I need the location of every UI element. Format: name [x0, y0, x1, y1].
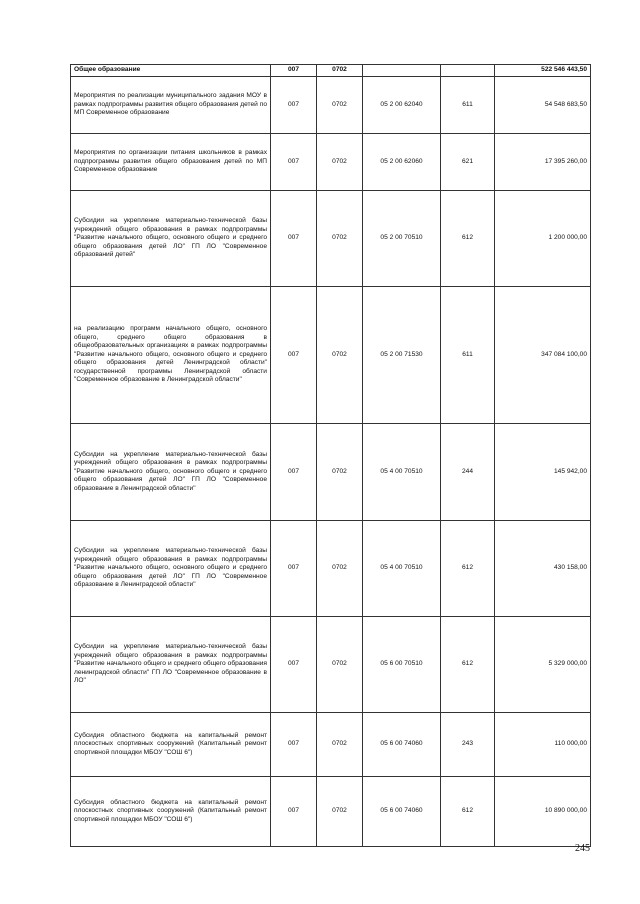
row-sum: 145 942,00 — [495, 424, 591, 521]
row-csr: 05 2 00 62060 — [363, 134, 441, 191]
row-ved: 007 — [271, 617, 317, 713]
row-rz: 0702 — [317, 424, 363, 521]
row-csr: 05 6 00 74060 — [363, 777, 441, 847]
row-ved: 007 — [271, 191, 317, 287]
table-row — [71, 424, 591, 521]
row-sum: 5 329 000,00 — [495, 617, 591, 713]
row-name: Субсидии на укрепление материально-технической базы учреждений общего образования в рамках подпрограммы "Развитие начального общего, основного общего и среднего общего образования детей ЛО" ГП ЛО "Современное образование в Ленинградской области" — [71, 521, 271, 617]
row-vr: 621 — [441, 134, 495, 191]
row-vr: 612 — [441, 777, 495, 847]
table-row — [71, 287, 591, 424]
page-number: 245 — [575, 843, 590, 854]
row-ved: 007 — [271, 424, 317, 521]
row-vr: 244 — [441, 424, 495, 521]
row-rz: 0702 — [317, 191, 363, 287]
table-row — [71, 713, 591, 777]
row-csr: 05 4 00 70510 — [363, 521, 441, 617]
row-vr: 612 — [441, 521, 495, 617]
row-sum: 110 000,00 — [495, 713, 591, 777]
row-name: Субсидия областного бюджета на капитальный ремонт плоскостных спортивных сооружений (Капитальный ремонт спортивной площадки МБОУ "СОШ 6") — [71, 777, 271, 847]
section-csr — [363, 65, 441, 77]
row-rz: 0702 — [317, 287, 363, 424]
table-row — [71, 77, 591, 134]
row-csr: 05 2 00 70510 — [363, 191, 441, 287]
row-sum: 54 548 683,50 — [495, 77, 591, 134]
row-name: Субсидии на укрепление материально-технической базы учреждений общего образования в рамках подпрограммы "Развитие начального общего и среднего общего образования ленинградской области" ГП ЛО "Современное образование в ЛО" — [71, 617, 271, 713]
row-csr: 05 4 00 70510 — [363, 424, 441, 521]
table-row — [71, 777, 591, 847]
budget-table — [70, 64, 591, 847]
row-ved: 007 — [271, 713, 317, 777]
section-ved: 007 — [271, 65, 317, 77]
row-rz: 0702 — [317, 713, 363, 777]
row-vr: 612 — [441, 617, 495, 713]
row-sum: 10 890 000,00 — [495, 777, 591, 847]
row-sum: 347 084 100,00 — [495, 287, 591, 424]
row-vr: 243 — [441, 713, 495, 777]
row-name: Субсидии на укрепление материально-технической базы учреждений общего образования в рамках подпрограммы "Развитие начального общего, основного общего и среднего общего образования детей ЛО" ГП ЛО "Современное образование в Ленинградской области" — [71, 424, 271, 521]
section-rz: 0702 — [317, 65, 363, 77]
row-rz: 0702 — [317, 521, 363, 617]
row-csr: 05 6 00 70510 — [363, 617, 441, 713]
row-ved: 007 — [271, 521, 317, 617]
row-sum: 430 158,00 — [495, 521, 591, 617]
row-vr: 612 — [441, 191, 495, 287]
row-csr: 05 2 00 62040 — [363, 77, 441, 134]
row-rz: 0702 — [317, 77, 363, 134]
section-row — [71, 65, 591, 77]
table-row — [71, 191, 591, 287]
section-name: Общее образование — [71, 65, 271, 77]
row-rz: 0702 — [317, 777, 363, 847]
section-vr — [441, 65, 495, 77]
row-ved: 007 — [271, 77, 317, 134]
table-row — [71, 134, 591, 191]
row-ved: 007 — [271, 287, 317, 424]
row-ved: 007 — [271, 134, 317, 191]
row-name: Субсидия областного бюджета на капитальный ремонт плоскостных спортивных сооружений (Капитальный ремонт спортивной площадки МБОУ "СОШ 6") — [71, 713, 271, 777]
row-name: Мероприятия по реализации муниципального задания МОУ в рамках подпрограммы развития общего образования детей по МП Современное образование — [71, 77, 271, 134]
row-csr: 05 2 00 71530 — [363, 287, 441, 424]
row-name: Мероприятия по организации питания школьников в рамках подпрограммы развития общего образования детей по МП Современное образование — [71, 134, 271, 191]
table-row — [71, 617, 591, 713]
budget-table-body — [71, 65, 591, 847]
row-rz: 0702 — [317, 134, 363, 191]
row-vr: 611 — [441, 287, 495, 424]
row-name: на реализацию программ начального общего, основного общего, среднего общего образования в общеобразовательных организациях в рамках подпрограммы "Развитие начального общего, основного общего и среднего общего образования детей Ленинградской области" государственной программы Ленинградской области "Современное образование в Ленинградской области" — [71, 287, 271, 424]
row-sum: 17 395 260,00 — [495, 134, 591, 191]
row-sum: 1 200 000,00 — [495, 191, 591, 287]
row-vr: 611 — [441, 77, 495, 134]
row-name: Субсидии на укрепление материально-технической базы учреждений общего образования в рамках подпрограммы "Развитие начального общего, основного общего и среднего общего образования детей ЛО" ГП ЛО "Современное образований детей" — [71, 191, 271, 287]
section-sum: 522 546 443,50 — [495, 65, 591, 77]
table-row — [71, 521, 591, 617]
row-ved: 007 — [271, 777, 317, 847]
row-rz: 0702 — [317, 617, 363, 713]
row-csr: 05 6 00 74060 — [363, 713, 441, 777]
